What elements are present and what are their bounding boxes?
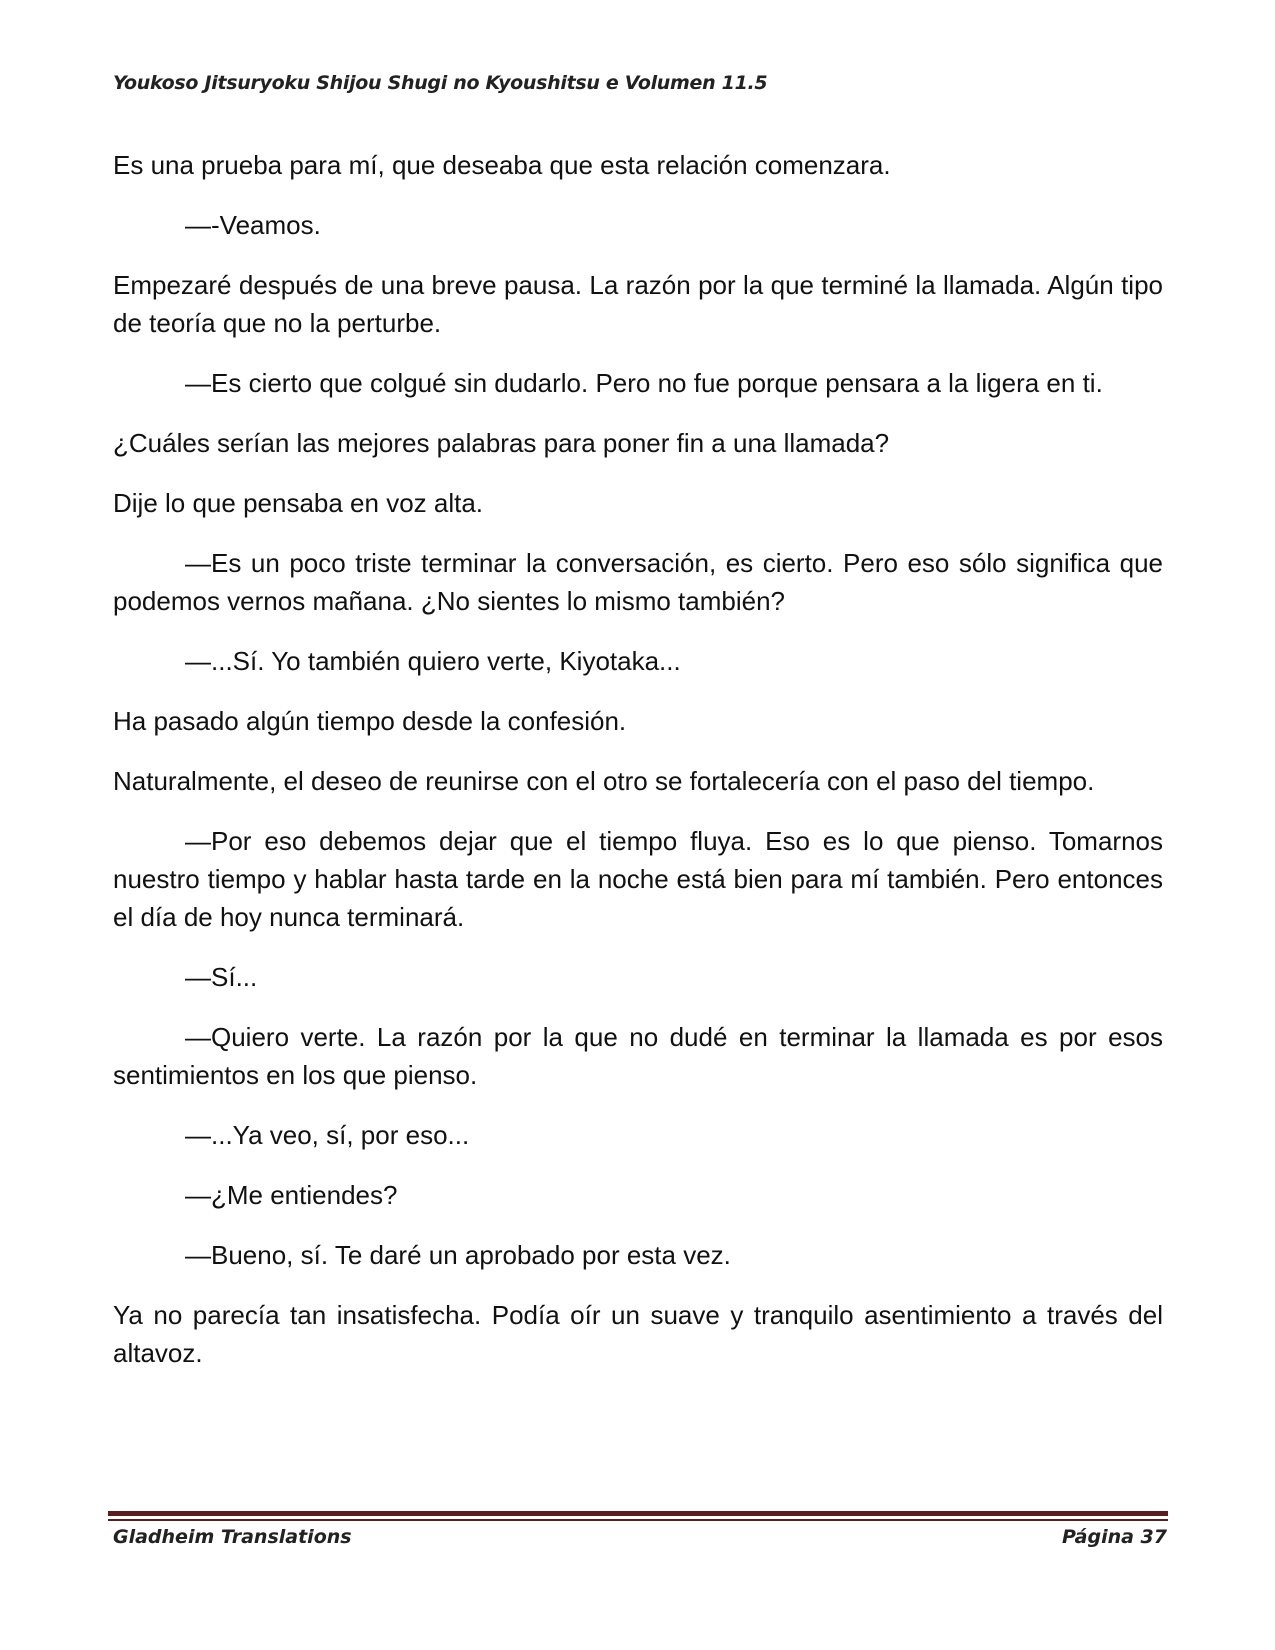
- dialogue-paragraph: —Sí...: [185, 962, 258, 992]
- paragraph: Dije lo que pensaba en voz alta.: [113, 488, 484, 518]
- page-number: Página 37: [1061, 1526, 1167, 1548]
- dialogue-paragraph: —Por eso debemos dejar que el tiempo fluya. Eso es lo que pienso. Tomarnos nuestro tiempo y hablar hasta tarde en la noche está bien para mí también. Pero entonces el día de hoy nunca terminará.: [113, 826, 1163, 932]
- dialogue-paragraph: —...Ya veo, sí, por eso...: [185, 1120, 470, 1150]
- paragraph: Empezaré después de una breve pausa. La razón por la que terminé la llamada. Algún tipo de teoría que no la perturbe.: [113, 270, 1163, 338]
- paragraph: Naturalmente, el deseo de reunirse con el otro se fortalecería con el paso del tiempo.: [113, 766, 1095, 796]
- page-body: [113, 146, 1163, 1394]
- dialogue-paragraph: —Es cierto que colgué sin dudarlo. Pero no fue porque pensara a la ligera en ti.: [185, 368, 1103, 398]
- dialogue-paragraph: —-Veamos.: [185, 210, 321, 240]
- running-header: Youkoso Jitsuryoku Shijou Shugi no Kyoushitsu e Volumen 11.5: [113, 72, 768, 94]
- paragraph: Ya no parecía tan insatisfecha. Podía oír un suave y tranquilo asentimiento a través del altavoz.: [113, 1300, 1163, 1368]
- footer-divider-thin: [108, 1519, 1168, 1521]
- dialogue-paragraph: —Bueno, sí. Te daré un aprobado por esta vez.: [185, 1240, 731, 1270]
- paragraph: ¿Cuáles serían las mejores palabras para poner fin a una llamada?: [113, 428, 890, 458]
- footer-divider: [108, 1511, 1168, 1516]
- paragraph: Es una prueba para mí, que deseaba que esta relación comenzara.: [113, 150, 891, 180]
- dialogue-paragraph: —Quiero verte. La razón por la que no dudé en terminar la llamada es por esos sentimientos en los que pienso.: [113, 1022, 1163, 1090]
- paragraph: Ha pasado algún tiempo desde la confesión.: [113, 706, 627, 736]
- dialogue-paragraph: —¿Me entiendes?: [185, 1180, 398, 1210]
- dialogue-paragraph: —Es un poco triste terminar la conversación, es cierto. Pero eso sólo significa que podemos vernos mañana. ¿No sientes lo mismo también?: [113, 548, 1163, 616]
- dialogue-paragraph: —...Sí. Yo también quiero verte, Kiyotaka...: [185, 646, 681, 676]
- footer-credit: Gladheim Translations: [113, 1526, 352, 1548]
